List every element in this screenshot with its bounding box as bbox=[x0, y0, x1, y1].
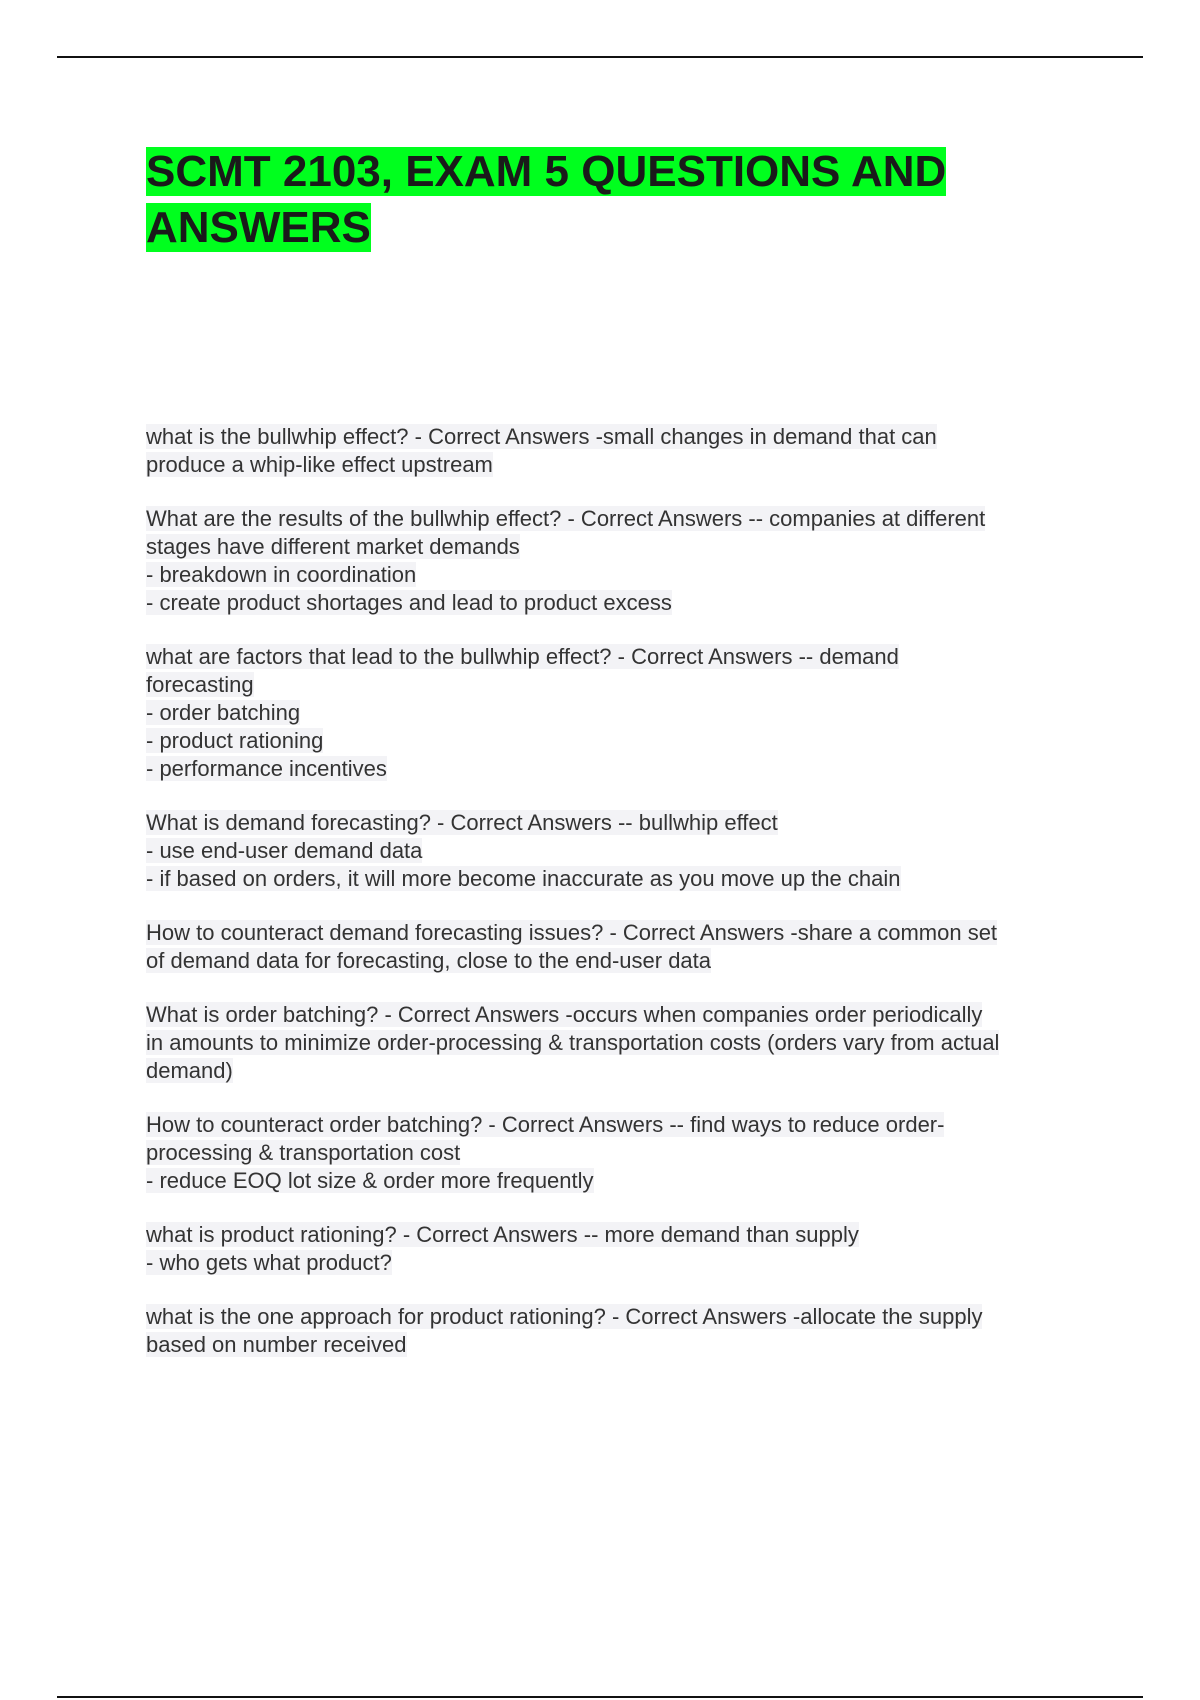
qa-entry bbox=[146, 643, 1096, 783]
qa-entry bbox=[146, 809, 1096, 893]
qa-entry bbox=[146, 423, 1096, 479]
qa-line: what is the bullwhip effect? - Correct Answers -small changes in demand that can bbox=[146, 424, 937, 449]
qa-line: produce a whip-like effect upstream bbox=[146, 452, 493, 477]
bottom-rule bbox=[57, 1696, 1143, 1698]
qa-line: stages have different market demands bbox=[146, 534, 520, 559]
qa-line: How to counteract order batching? - Correct Answers -- find ways to reduce order- bbox=[146, 1112, 945, 1137]
qa-entry bbox=[146, 1221, 1096, 1277]
qa-line: - product rationing bbox=[146, 728, 324, 753]
qa-line: - performance incentives bbox=[146, 756, 387, 781]
qa-line: - who gets what product? bbox=[146, 1250, 392, 1275]
qa-entry bbox=[146, 1001, 1096, 1085]
qa-list bbox=[146, 423, 1096, 1385]
qa-line: - if based on orders, it will more become inaccurate as you move up the chain bbox=[146, 866, 901, 891]
qa-line: forecasting bbox=[146, 672, 254, 697]
qa-entry bbox=[146, 1111, 1096, 1195]
qa-entry bbox=[146, 505, 1096, 617]
qa-line: What is order batching? - Correct Answers -occurs when companies order periodically bbox=[146, 1002, 983, 1027]
qa-entry bbox=[146, 1303, 1096, 1359]
qa-line: - create product shortages and lead to product excess bbox=[146, 590, 672, 615]
qa-line: How to counteract demand forecasting issues? - Correct Answers -share a common set bbox=[146, 920, 998, 945]
qa-line: based on number received bbox=[146, 1332, 407, 1357]
qa-line: what is product rationing? - Correct Answers -- more demand than supply bbox=[146, 1222, 859, 1247]
top-rule bbox=[57, 56, 1143, 58]
qa-line: in amounts to minimize order-processing & transportation costs (orders vary from actual bbox=[146, 1030, 1000, 1055]
qa-line: - order batching bbox=[146, 700, 301, 725]
document-title bbox=[146, 144, 1046, 256]
qa-line: demand) bbox=[146, 1058, 233, 1083]
qa-line: what is the one approach for product rationing? - Correct Answers -allocate the supply bbox=[146, 1304, 983, 1329]
qa-entry bbox=[146, 919, 1096, 975]
qa-line: - breakdown in coordination bbox=[146, 562, 417, 587]
title-highlight: SCMT 2103, EXAM 5 QUESTIONS AND ANSWERS bbox=[146, 147, 947, 252]
qa-line: What are the results of the bullwhip effect? - Correct Answers -- companies at different bbox=[146, 506, 986, 531]
qa-line: - use end-user demand data bbox=[146, 838, 423, 863]
qa-line: What is demand forecasting? - Correct Answers -- bullwhip effect bbox=[146, 810, 778, 835]
qa-line: what are factors that lead to the bullwhip effect? - Correct Answers -- demand bbox=[146, 644, 899, 669]
qa-line: of demand data for forecasting, close to the end-user data bbox=[146, 948, 712, 973]
qa-line: - reduce EOQ lot size & order more frequently bbox=[146, 1168, 594, 1193]
qa-line: processing & transportation cost bbox=[146, 1140, 461, 1165]
